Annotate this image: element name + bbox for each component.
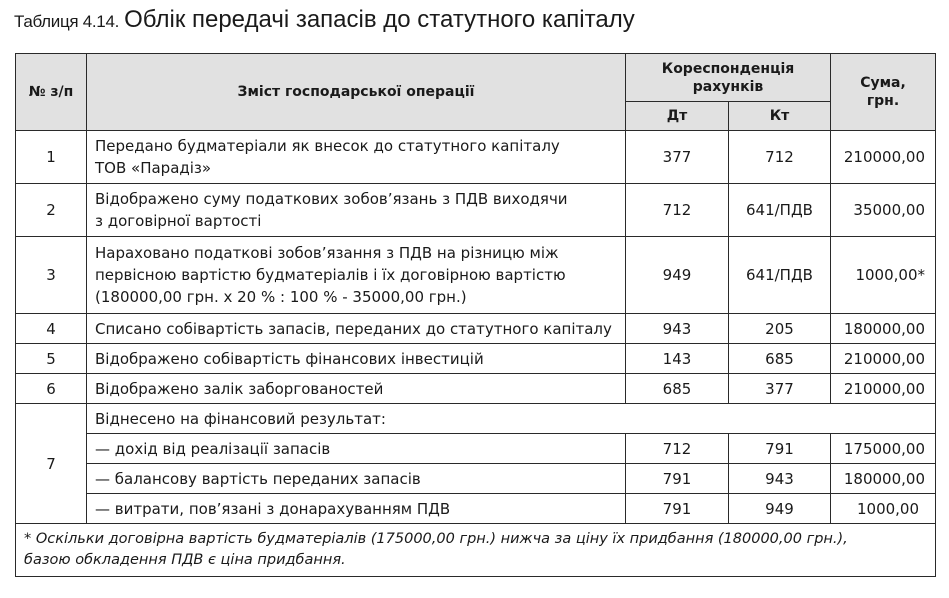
row-credit: 377 <box>729 374 831 404</box>
row-num: 6 <box>16 374 87 404</box>
footnote-line: базою обкладення ПДВ є ціна придбання. <box>24 552 346 568</box>
table-row <box>16 237 936 314</box>
header-debit: Дт <box>626 102 729 131</box>
row-credit: 641/ПДВ <box>729 237 831 314</box>
table-row <box>16 344 936 374</box>
row-debit: 949 <box>626 237 729 314</box>
row-credit: 791 <box>729 434 831 464</box>
row-sum: 210000,00 <box>831 374 936 404</box>
operations-table <box>15 53 936 577</box>
row-credit: 712 <box>729 131 831 184</box>
table-title <box>14 6 635 40</box>
row-sum: 35000,00 <box>831 184 936 237</box>
table-title-text: Облік передачі запасів до статутного капіталу <box>124 6 635 33</box>
row-debit: 143 <box>626 344 729 374</box>
row-num: 1 <box>16 131 87 184</box>
row-num: 2 <box>16 184 87 237</box>
table-row <box>16 434 936 464</box>
table-row <box>16 464 936 494</box>
row-desc-line: Передано будматеріали як внесок до статутного капіталу <box>95 137 560 155</box>
table-row <box>16 314 936 344</box>
header-sum: Сума, грн. <box>831 54 936 131</box>
row-desc <box>87 314 626 344</box>
row-debit: 377 <box>626 131 729 184</box>
row-sum: 210000,00 <box>831 131 936 184</box>
row-sum: 180000,00 <box>831 314 936 344</box>
row-debit: 712 <box>626 184 729 237</box>
row-desc-line: Відображено залік заборгованостей <box>95 379 384 398</box>
table-title-prefix: Таблиця 4.14. <box>14 12 120 31</box>
row-debit: 791 <box>626 494 729 524</box>
row-debit: 791 <box>626 464 729 494</box>
row-debit: 943 <box>626 314 729 344</box>
table-row <box>16 184 936 237</box>
header-credit: Кт <box>729 102 831 131</box>
row-num: 5 <box>16 344 87 374</box>
header-num: № з/п <box>16 54 87 131</box>
footnote <box>16 524 936 577</box>
row-desc <box>87 237 626 314</box>
row-num: 3 <box>16 237 87 314</box>
row-sum: 210000,00 <box>831 344 936 374</box>
row-sum: 180000,00 <box>831 464 936 494</box>
row-desc-line: з договірної вартості <box>95 212 262 230</box>
row-desc <box>87 131 626 184</box>
row-desc: — витрати, пов’язані з донарахуванням ПДВ <box>87 494 626 524</box>
footnote-line: * Оскільки договірна вартість будматеріалів (175000,00 грн.) нижча за ціну їх придбання (180000,00 грн.), <box>24 531 848 547</box>
row-desc <box>87 374 626 404</box>
row-desc-line: первісною вартістю будматеріалів і їх договірною вартістю <box>95 266 566 284</box>
table-row <box>16 374 936 404</box>
row-desc: — дохід від реалізації запасів <box>87 434 626 464</box>
row-desc <box>87 184 626 237</box>
row-desc-line: Нараховано податкові зобов’язання з ПДВ на різницю між <box>95 244 559 262</box>
row-debit: 712 <box>626 434 729 464</box>
row-desc-line: Відображено собівартість фінансових інвестицій <box>95 349 484 368</box>
row-desc <box>87 344 626 374</box>
footnote-row <box>16 524 936 577</box>
header-content: Зміст господарської операції <box>87 54 626 131</box>
row-credit: 943 <box>729 464 831 494</box>
row-sum: 175000,00 <box>831 434 936 464</box>
table-row <box>16 404 936 434</box>
row-credit: 641/ПДВ <box>729 184 831 237</box>
row-credit: 205 <box>729 314 831 344</box>
table-row <box>16 131 936 184</box>
row-desc-line: Списано собівартість запасів, переданих до статутного капіталу <box>95 319 612 338</box>
row-credit: 685 <box>729 344 831 374</box>
row-desc-line: Відображено суму податкових зобов’язань з ПДВ виходячи <box>95 190 568 208</box>
header-correspondence: Кореспонденція рахунків <box>626 54 831 102</box>
row-desc-line: (180000,00 грн. х 20 % : 100 % - 35000,00 грн.) <box>95 288 467 306</box>
row-desc: Віднесено на фінансовий результат: <box>87 404 936 434</box>
row-num: 7 <box>16 404 87 524</box>
row-sum: 1000,00* <box>831 237 936 314</box>
row-desc-line: ТОВ «Парадіз» <box>95 159 212 177</box>
row-desc: — балансову вартість переданих запасів <box>87 464 626 494</box>
row-credit: 949 <box>729 494 831 524</box>
row-num: 4 <box>16 314 87 344</box>
table-row <box>16 494 936 524</box>
row-sum: 1000,00 <box>831 494 936 524</box>
row-debit: 685 <box>626 374 729 404</box>
